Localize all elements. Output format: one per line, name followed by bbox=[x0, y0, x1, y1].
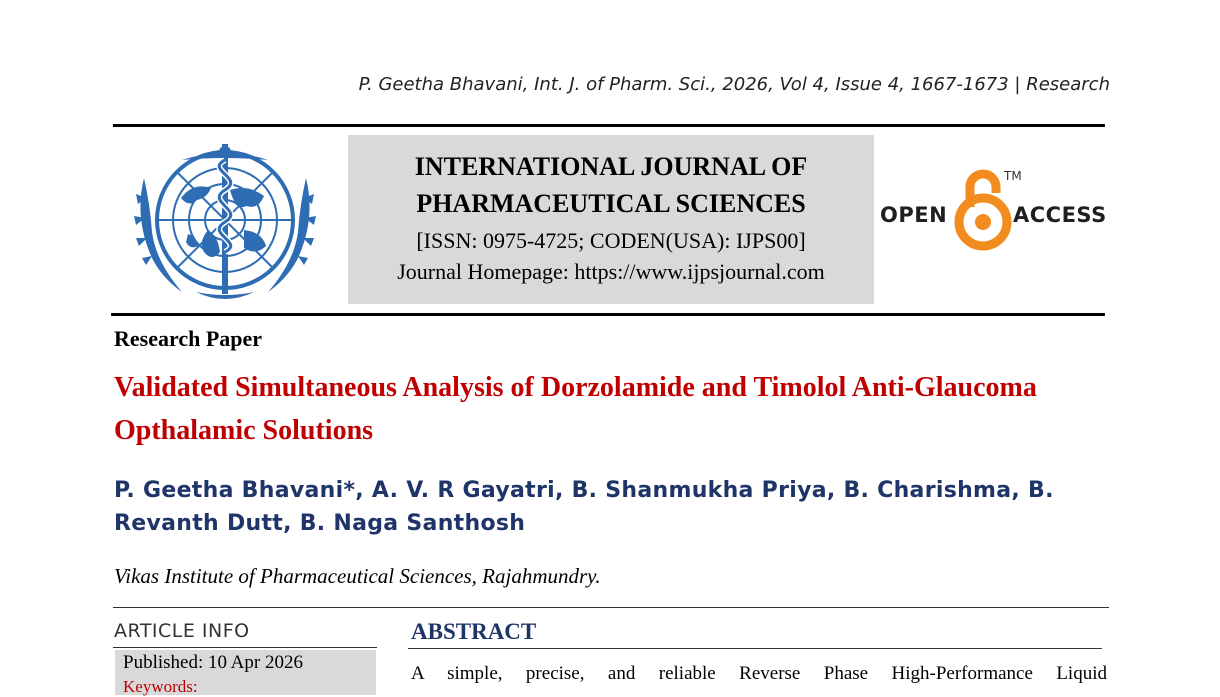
author-list: P. Geetha Bhavani*, A. V. R Gayatri, B. Shanmukha Priya, B. Charishma, B. Revanth Dutt, B. Naga Santhosh bbox=[114, 478, 1054, 536]
header-bottom-rule bbox=[111, 313, 1105, 316]
open-access-logo bbox=[880, 165, 1108, 253]
published-date: Published: 10 Apr 2026 bbox=[123, 652, 303, 673]
paper-title: Validated Simultaneous Analysis of Dorzolamide and Timolol Anti-Glaucoma Opthalamic Solutions bbox=[114, 372, 1037, 446]
trademark-mark: TM bbox=[1004, 169, 1022, 183]
article-info-heading: ARTICLE INFO bbox=[114, 620, 250, 642]
abstract-heading: ABSTRACT bbox=[411, 619, 537, 644]
journal-name-line2: PHARMACEUTICAL SCIENCES bbox=[416, 189, 806, 218]
paper-type: Research Paper bbox=[114, 326, 263, 351]
affiliation: Vikas Institute of Pharmaceutical Sciences, Rajahmundry. bbox=[114, 564, 601, 588]
journal-name-line1: INTERNATIONAL JOURNAL OF bbox=[414, 152, 808, 181]
open-word: OPEN bbox=[880, 203, 948, 227]
journal-issn: [ISSN: 0975-4725; CODEN(USA): IJPS00] bbox=[416, 228, 806, 253]
abstract-text: A simple, precise, and reliable Reverse Phase High-Performance Liquid bbox=[411, 663, 1107, 684]
journal-homepage[interactable]: Journal Homepage: https://www.ijpsjournal.com bbox=[397, 259, 825, 284]
abstract-rule bbox=[408, 648, 1102, 649]
running-header: P. Geetha Bhavani, Int. J. of Pharm. Sci., 2026, Vol 4, Issue 4, 1667-1673 | Research bbox=[358, 74, 1110, 95]
un-emblem-caduceus-icon bbox=[126, 138, 324, 306]
journal-banner bbox=[348, 135, 874, 304]
keywords-label: Keywords: bbox=[123, 677, 198, 696]
section-divider bbox=[113, 607, 1109, 608]
access-word: ACCESS bbox=[1013, 203, 1107, 227]
article-info-rule bbox=[113, 647, 377, 648]
header-top-rule bbox=[113, 124, 1105, 127]
